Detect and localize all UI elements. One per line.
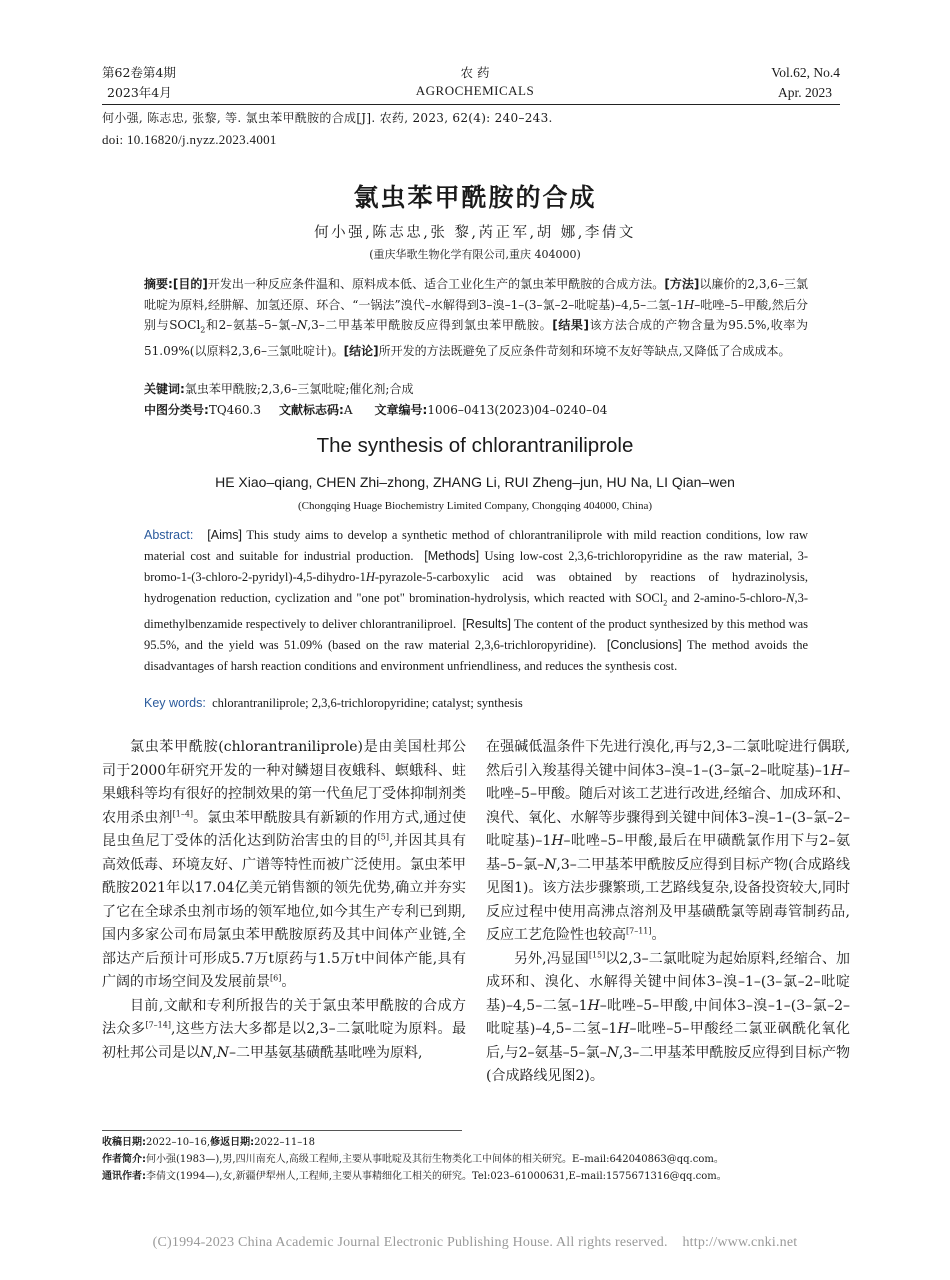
copyright-notice: (C)1994-2023 China Academic Journal Electronic Publishing House. All rights reserved. http://www.cnki.net bbox=[152, 1235, 798, 1250]
header-rule bbox=[102, 104, 840, 105]
abstract-en-methods-b: -pyrazole-5-carboxylic acid was obtained by reactions of hydrazinolysis, hydrogenation reduction, cyclization and "one pot" bromination-hydrolysis, which reacted with SOCl bbox=[144, 570, 808, 605]
abstract-cn-aim-tag: [目的] bbox=[172, 277, 208, 291]
body-left-column bbox=[102, 736, 466, 1065]
body-left-p2-a: 目前,文献和专利所报告的关于氯虫苯甲酰胺的合成方法众多 bbox=[102, 997, 466, 1037]
received-date: 2022–10–16, bbox=[146, 1137, 211, 1148]
abstract-cn-concl: 所开发的方法既避免了反应条件苛刻和环境不友好等缺点,又降低了合成成本。 bbox=[378, 343, 791, 358]
footnote-corresponding bbox=[102, 1168, 842, 1185]
header-date-cn: 2023年4月 bbox=[107, 85, 172, 100]
abstract-en-concl: The method avoids the disadvantages of harsh reaction conditions and environment unfriendliness, and reduces the synthesis cost. bbox=[144, 637, 809, 673]
header-journal-cn: 农 药 bbox=[460, 65, 490, 80]
body-right-italic-h1: H bbox=[830, 762, 843, 779]
keywords-en-text: chlorantraniliprole; 2,3,6-trichloropyridine; catalyst; synthesis bbox=[212, 696, 523, 710]
body-right-p2-c: –吡唑–5–甲酸,中间体3–溴–1–(3–氯–2–吡啶基)–4,5–二氢–1 bbox=[486, 997, 851, 1037]
ref-1-4: [1–4] bbox=[172, 808, 194, 818]
ref-15: [15] bbox=[588, 949, 606, 959]
keywords-en-label: Key words: bbox=[144, 696, 206, 710]
body-left-p1-c: ,并因其具有高效低毒、环境友好、广谱等特性而被广泛使用。氯虫苯甲酰胺2021年以17.04亿美元销售额的领先优势,确立并夯实了它在全球杀虫剂市场的领军地位,如今其生产专利已到期,国内多家公司布局氯虫苯甲酰胺原药及其中间体产业链,全部达产后预计可形成5.7万t原药与1.5万t中间体产能,具有广阔的市场空间及发展前景 bbox=[102, 833, 467, 990]
header-volume-en: Vol.62, No.4 bbox=[771, 65, 840, 80]
ref-5: [5] bbox=[377, 832, 390, 842]
body-left-p1-b: 。氯虫苯甲酰胺具有新颖的作用方式,通过使昆虫鱼尼丁受体的活化达到防治害虫的目的 bbox=[102, 809, 466, 849]
abstract-en bbox=[144, 525, 808, 677]
author-bio-label: 作者简介: bbox=[102, 1154, 146, 1165]
footnote-dates bbox=[102, 1134, 842, 1151]
abstract-en-label: Abstract: bbox=[144, 528, 194, 542]
abstract-cn bbox=[144, 274, 808, 361]
body-right-column bbox=[486, 736, 850, 1089]
body-right-p1-a: 在强碱低温条件下先进行溴化,再与2,3–二氯吡啶进行偶联,然后引入羧基得关键中间体3–溴–1–(3–氯–2–吡啶基)–1 bbox=[486, 739, 850, 779]
authors-en: HE Xiao–qiang, CHEN Zhi–zhong, ZHANG Li, RUI Zheng–jun, HU Na, LI Qian–wen bbox=[215, 474, 735, 490]
body-right-p2-b: 以2,3–二氯吡啶为起始原料,经缩合、加成环和、溴化、水解得关键中间体3–溴–1–(3–氯–2–吡啶基)–4,5–二氢–1 bbox=[486, 950, 851, 1014]
body-right-italic-n1: N bbox=[544, 856, 557, 873]
abstract-en-aims-tag: [Aims] bbox=[207, 528, 242, 542]
body-right-italic-h4: H bbox=[617, 1021, 630, 1037]
abstract-en-sub2: 2 bbox=[663, 598, 668, 608]
abstract-en-results-tag: [Results] bbox=[462, 616, 511, 631]
abstract-en-italic-n: N bbox=[786, 591, 795, 605]
abstract-cn-method-d: ,3–二甲基苯甲酰胺反应得到氯虫苯甲酰胺。 bbox=[307, 318, 553, 332]
body-left-p1-a: 氯虫苯甲酰胺(chlorantraniliprole)是由美国杜邦公司于2000年研究开发的一种对鳞翅目夜蛾科、螟蛾科、蛀果蛾科等均有很好的控制效果的第一代鱼尼丁受体抑制剂类农用杀虫剂 bbox=[102, 739, 466, 826]
abstract-cn-italic-h: H bbox=[683, 297, 695, 312]
revised-label: 修返日期: bbox=[210, 1137, 255, 1148]
affiliation-cn: (重庆华歌生物化学有限公司,重庆 404000) bbox=[369, 248, 581, 261]
body-left-italic-n1: N bbox=[200, 1044, 213, 1061]
clc-value: TQ460.3 bbox=[208, 403, 262, 417]
abstract-cn-label: 摘要: bbox=[144, 277, 173, 291]
clc-label: 中图分类号: bbox=[144, 403, 209, 417]
abstract-cn-concl-tag: [结论] bbox=[343, 343, 379, 358]
keywords-cn bbox=[144, 379, 808, 400]
abstract-en-methods-a: Using low-cost 2,3,6-trichloropyridine as the raw material, 3-bromo-1-(3-chloro-2-pyridyl)-4,5-dihydro-1 bbox=[144, 549, 809, 584]
keywords-cn-label: 关键词: bbox=[144, 382, 185, 396]
abstract-cn-aim: 开发出一种反应条件温和、原料成本低、适合工业化生产的氯虫苯甲酰胺的合成方法。 bbox=[207, 277, 665, 291]
authors-cn: 何小强,陈志忠,张 黎,芮正军,胡 娜,李倩文 bbox=[314, 225, 636, 241]
body-left-italic-n2: N bbox=[216, 1044, 229, 1061]
citation-reference: 何小强, 陈志忠, 张黎, 等. 氯虫苯甲酰胺的合成[J]. 农药, 2023, 62(4): 240–243. bbox=[102, 111, 553, 125]
header-journal-en: AGROCHEMICALS bbox=[415, 83, 535, 98]
body-right-p2-d: –吡唑–5–甲酸经二氯亚砜酰化氧化后,与2–氨基–5–氯– bbox=[486, 1021, 850, 1061]
abstract-cn-method-a: 以廉价的2,3,6–三氯吡啶为原料,经肼解、加氢还原、环合、“一锅法”溴代–水解得到3–溴–1–(3–氯–2–吡啶基)–4,5–二氢–1 bbox=[144, 277, 808, 312]
body-left-p2-c: , bbox=[212, 1044, 217, 1061]
article-no-value: 1006–0413(2023)04–0240–04 bbox=[427, 403, 608, 417]
keywords-en bbox=[144, 693, 808, 714]
title-cn: 氯虫苯甲酰胺的合成 bbox=[353, 183, 597, 212]
citation-doi: doi: 10.16820/j.nyzz.2023.4001 bbox=[102, 132, 277, 147]
abstract-cn-sub2: 2 bbox=[200, 325, 206, 335]
abstract-cn-method-tag: [方法] bbox=[664, 277, 700, 291]
body-left-p2-b: ,这些方法大多都是以2,3–二氯吡啶为原料。最初杜邦公司是以 bbox=[102, 1021, 466, 1061]
article-no-label: 文章编号: bbox=[374, 403, 428, 417]
abstract-cn-result: 该方法合成的产物含量为95.5%,收率为51.09%(以原料2,3,6–三氯吡啶计)。 bbox=[144, 318, 808, 358]
body-right-p1-d: ,3–二甲基苯甲酰胺反应得到目标产物(合成路线见图1)。该方法步骤繁琐,工艺路线复杂,设备投资较大,同时反应过程中使用高沸点溶剂及甲基磺酰氯等剧毒管制药品,反应工艺危险性也较高 bbox=[486, 856, 850, 943]
abstract-cn-result-tag: [结果] bbox=[552, 318, 590, 332]
body-left-paragraph-2 bbox=[102, 995, 466, 1066]
classification-line bbox=[144, 400, 808, 421]
body-right-p1-e: 。 bbox=[651, 927, 666, 943]
body-right-italic-h3: H bbox=[587, 997, 600, 1014]
footnote-rule bbox=[102, 1130, 462, 1131]
body-right-p1-b: –吡唑–5–甲酸。随后对该工艺进行改进,经缩合、加成环和、溴代、氧化、水解等步骤得到关键中间体3–溴–1–(3–氯–2–吡啶基)–1 bbox=[486, 762, 850, 849]
doc-code-value: A bbox=[343, 403, 353, 417]
abstract-en-aims: This study aims to develop a synthetic method of chlorantraniliprole with mild reaction conditions, low raw material cost and suitable for industrial production. bbox=[144, 528, 808, 563]
abstract-cn-italic-n: N bbox=[296, 318, 308, 332]
body-right-italic-h2: H bbox=[551, 833, 564, 849]
abstract-cn-method-b: –吡唑–5–甲酸,然后分别与SOCl bbox=[144, 297, 808, 332]
body-right-italic-n2: N bbox=[606, 1044, 619, 1061]
revised-date: 2022–11–18 bbox=[254, 1137, 315, 1148]
body-right-p1-c: –吡唑–5–甲酸,最后在甲磺酰氯作用下与2–氨基–5–氯– bbox=[486, 833, 851, 873]
footnote-author bbox=[102, 1151, 842, 1168]
abstract-en-methods-tag: [Methods] bbox=[424, 549, 480, 563]
title-en: The synthesis of chlorantraniliprole bbox=[316, 434, 634, 457]
body-left-paragraph-1 bbox=[102, 736, 466, 995]
corresponding-author: 李倩文(1994—),女,新疆伊犁州人,工程师,主要从事精细化工相关的研究。Tel:023–61000631,E–mail:1575671316@qq.com。 bbox=[146, 1171, 727, 1182]
affiliation-en: (Chongqing Huage Biochemistry Limited Company, Chongqing 404000, China) bbox=[297, 500, 652, 512]
abstract-en-concl-tag: [Conclusions] bbox=[606, 637, 682, 652]
keywords-cn-text: 氯虫苯甲酰胺;2,3,6–三氯吡啶;催化剂;合成 bbox=[184, 382, 414, 396]
abstract-cn-method-c: 和2–氨基–5–氯– bbox=[205, 318, 297, 332]
body-right-p2-a: 另外,冯显国 bbox=[514, 950, 589, 967]
ref-6: [6] bbox=[270, 973, 282, 983]
header-volume-cn: 第62卷第4期 bbox=[102, 65, 176, 80]
body-right-paragraph-2 bbox=[486, 948, 850, 1089]
body-left-p2-d: –二甲基氨基磺酰基吡唑为原料, bbox=[228, 1044, 423, 1061]
body-left-p1-d: 。 bbox=[281, 974, 296, 990]
author-bio: 何小强(1983—),男,四川南充人,高级工程师,主要从事吡啶及其衍生物类化工中间体的相关研究。E–mail:642040863@qq.com。 bbox=[146, 1154, 724, 1165]
body-right-paragraph-1 bbox=[486, 736, 850, 948]
abstract-en-italic-h: H bbox=[365, 570, 375, 584]
ref-7-11: [7–11] bbox=[626, 926, 652, 936]
abstract-en-results: The content of the product synthesized by this method was 95.5%, and the yield was 51.09% (based on the raw material 2,3,6-trichloropyridine). bbox=[144, 616, 808, 652]
corresponding-label: 通讯作者: bbox=[102, 1171, 146, 1182]
doc-code-label: 文献标志码: bbox=[279, 403, 344, 417]
abstract-en-methods-d: ,3-dimethylbenzamide respectively to deliver chlorantraniliproel. bbox=[144, 591, 808, 631]
abstract-en-methods-c: and 2-amino-5-chloro- bbox=[667, 591, 787, 605]
body-right-p2-e: ,3–二甲基苯甲酰胺反应得到目标产物(合成路线见图2)。 bbox=[486, 1044, 850, 1084]
received-label: 收稿日期: bbox=[102, 1137, 146, 1148]
header-date-en: Apr. 2023 bbox=[778, 85, 832, 100]
ref-7-14: [7–14] bbox=[145, 1020, 171, 1030]
